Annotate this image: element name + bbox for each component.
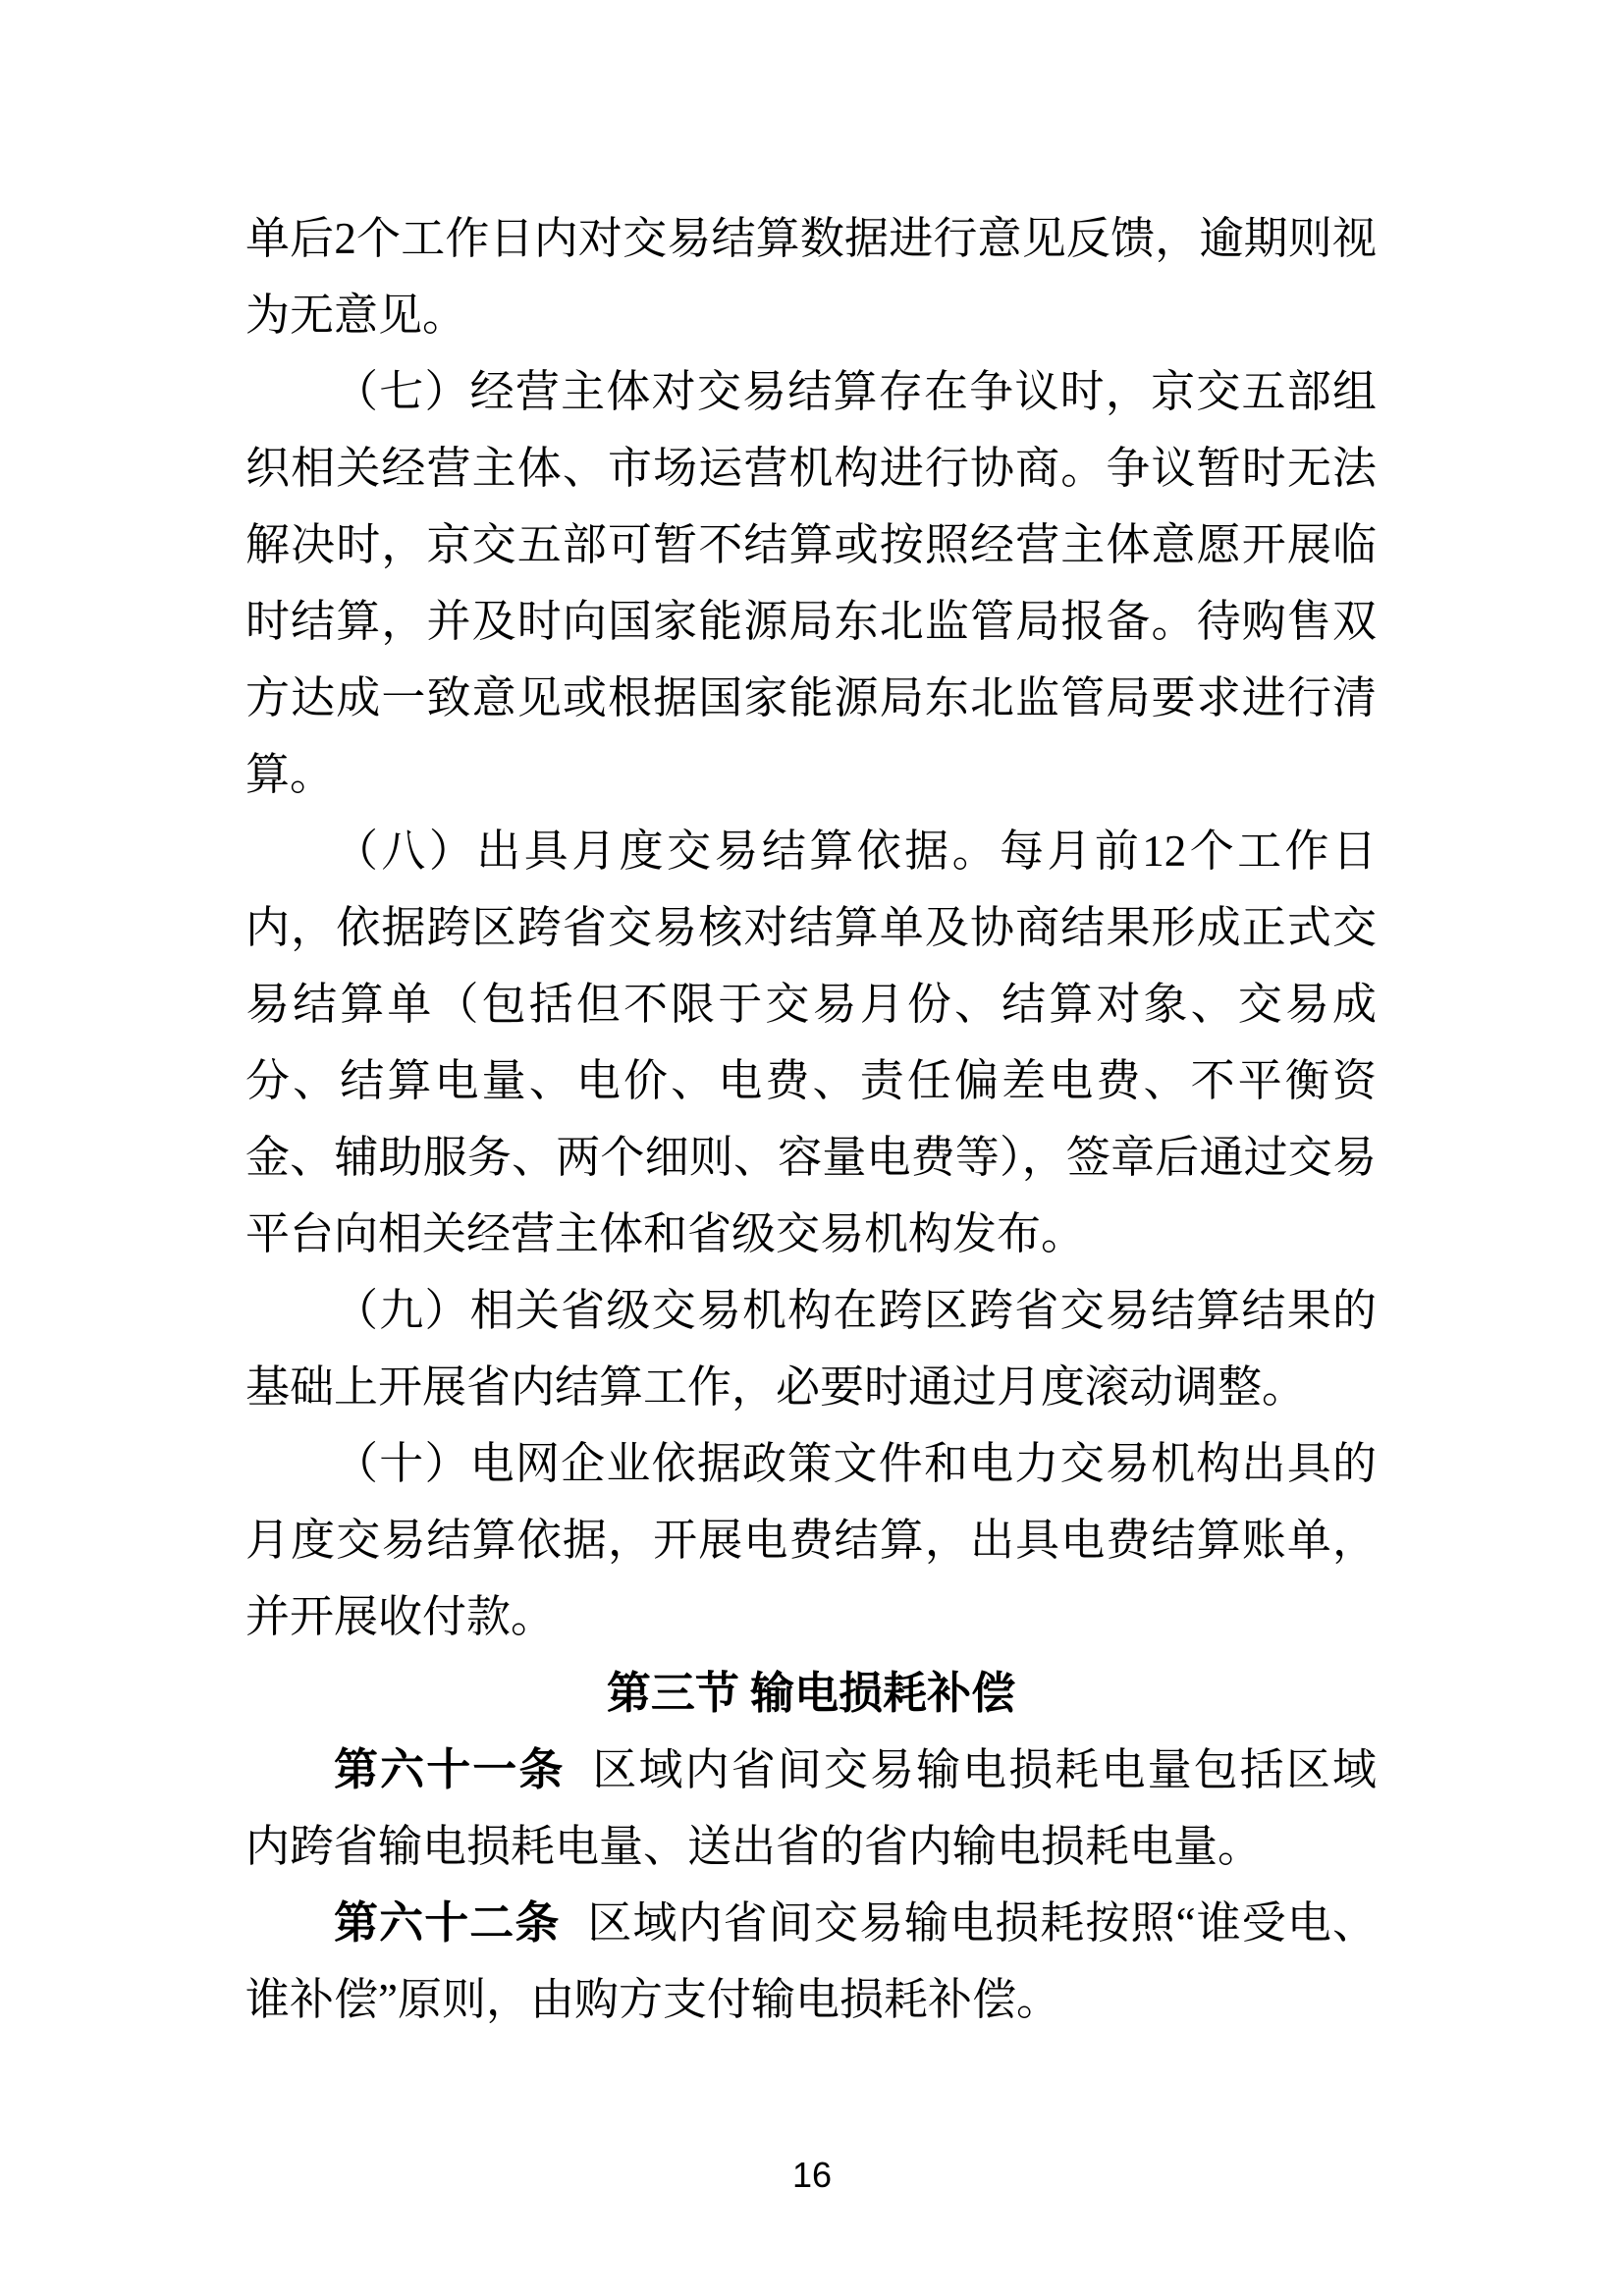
paragraph-continuation: 单后2个工作日内对交易结算数据进行意见反馈，逾期则视为无意见。 — [245, 214, 1377, 340]
article-62 — [245, 1885, 1377, 2038]
paragraph-item-8: （八）出具月度交易结算依据。每月前12个工作日内，依据跨区跨省交易核对结算单及协商结果形成正式交易结算单（包括但不限于交易月份、结算对象、交易成分、结算电量、电价、电费、责任偏差电费、不平衡资金、辅助服务、两个细则、容量电费等），签章后通过交易平台向相关经营主体和省级交易机构发布。 — [245, 827, 1377, 1258]
article-61-number: 第六十一条 — [334, 1745, 566, 1794]
article-61-text: 区域内省间交易输电损耗电量包括区域内跨省输电损耗电量、送出省的省内输电损耗电量。 — [245, 1745, 1377, 1871]
article-62-text: 区域内省间交易输电损耗按照“谁受电、谁补偿”原则，由购方支付输电损耗补偿。 — [245, 1898, 1377, 2024]
document-body — [245, 200, 1377, 2038]
article-62-number: 第六十二条 — [334, 1898, 561, 1948]
paragraph-item-7: （七）经营主体对交易结算存在争议时，京交五部组织相关经营主体、市场运营机构进行协商。争议暂时无法解决时，京交五部可暂不结算或按照经营主体意愿开展临时结算，并及时向国家能源局东北监管局报备。待购售双方达成一致意见或根据国家能源局东北监管局要求进行清算。 — [245, 367, 1377, 799]
article-61 — [245, 1732, 1377, 1885]
paragraph-item-10: （十）电网企业依据政策文件和电力交易机构出具的月度交易结算依据，开展电费结算，出具电费结算账单，并开展收付款。 — [245, 1439, 1377, 1641]
section-heading: 第三节 输电损耗补偿 — [606, 1669, 1016, 1718]
paragraph-item-9: （九）相关省级交易机构在跨区跨省交易结算结果的基础上开展省内结算工作，必要时通过月度滚动调整。 — [245, 1286, 1377, 1412]
page-number: 16 — [791, 2155, 833, 2195]
